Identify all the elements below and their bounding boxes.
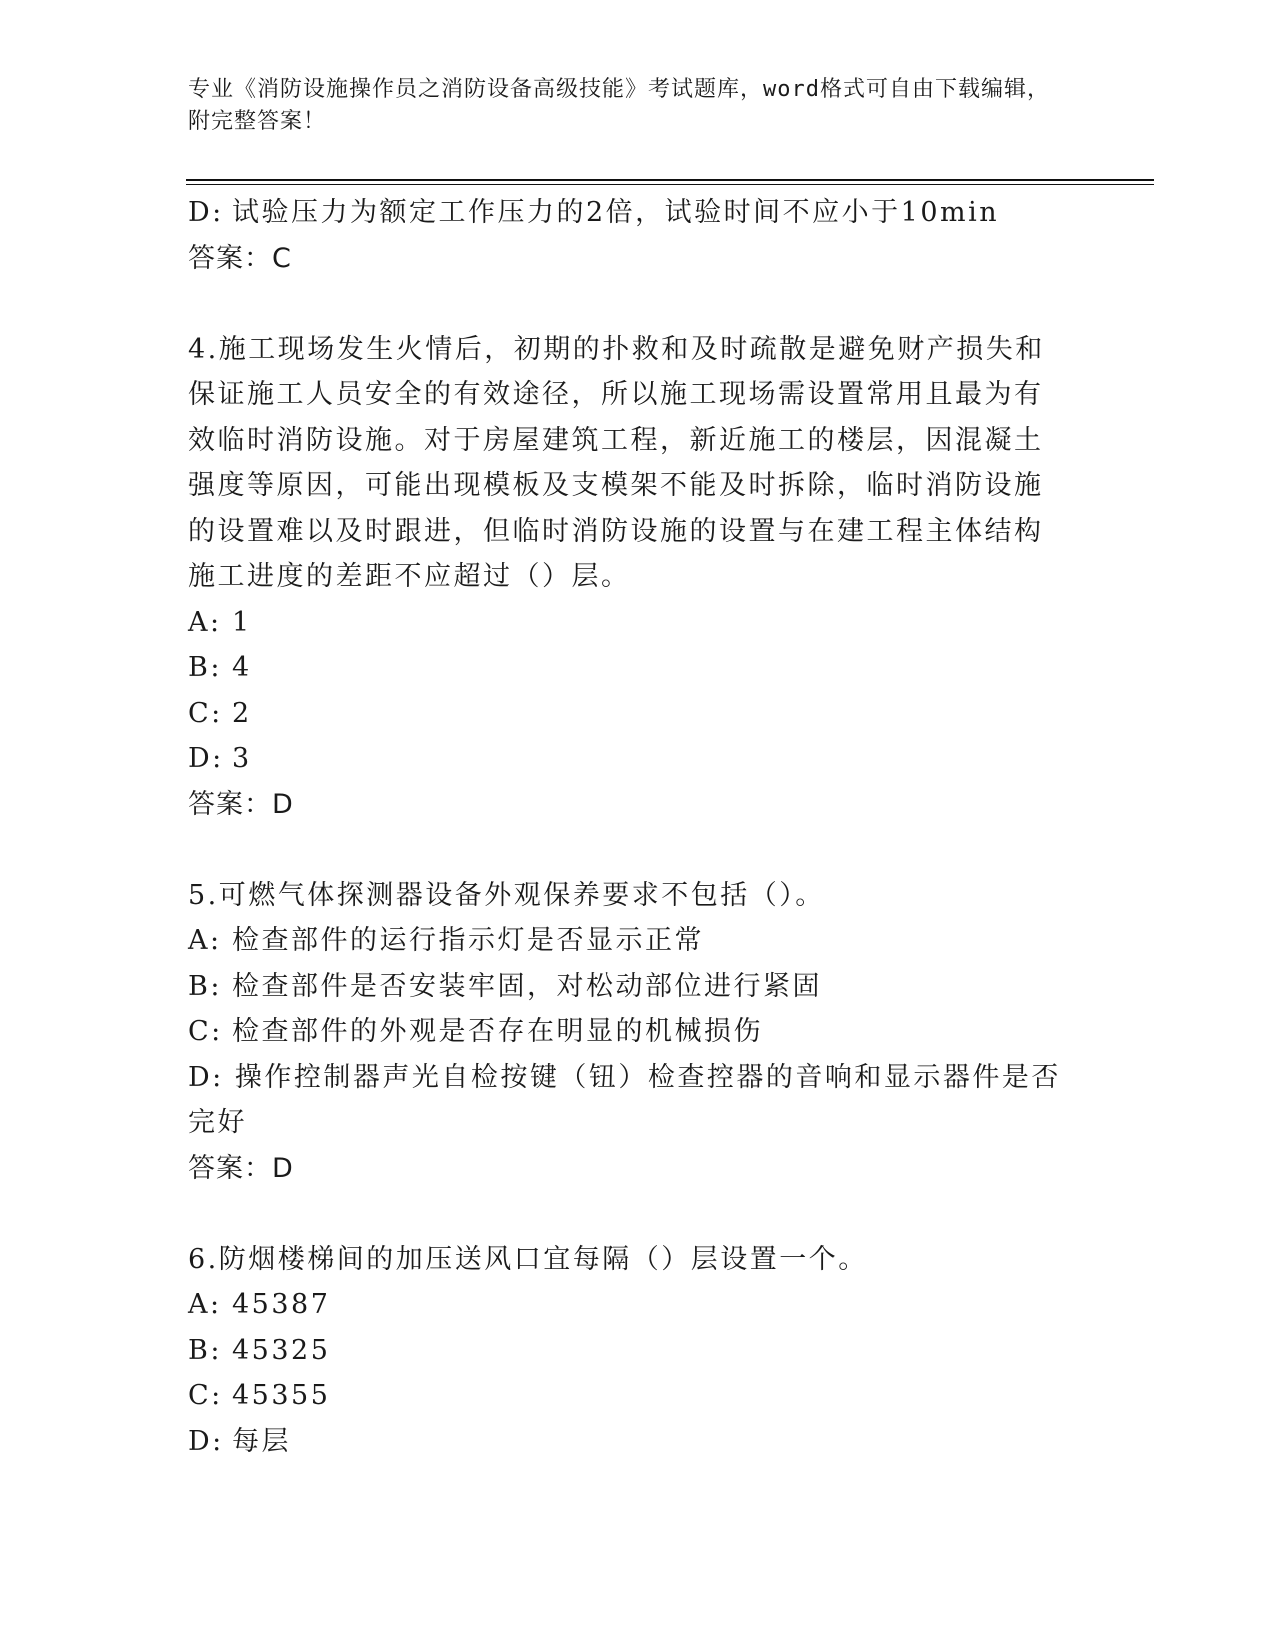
option-label: C: — [188, 697, 223, 729]
question-4-option-b — [188, 645, 1068, 691]
option-label: C: — [188, 1016, 223, 1047]
question-6-option-c — [188, 1373, 1068, 1419]
option-label: A: — [188, 606, 222, 638]
spacer — [188, 1191, 1068, 1237]
question-5-option-b — [188, 964, 1068, 1010]
option-text: 2 — [232, 697, 252, 729]
question-4-answer: 答案：D — [188, 788, 294, 820]
prev-question-answer: 答案：C — [188, 242, 292, 274]
question-4-option-d — [188, 736, 1068, 782]
option-label: B: — [188, 1334, 222, 1366]
option-text: 检查部件的外观是否存在明显的机械损伤 — [232, 1016, 763, 1047]
option-text: 检查部件的运行指示灯是否显示正常 — [232, 925, 704, 956]
question-6-option-a — [188, 1282, 1068, 1328]
option-label: B: — [188, 970, 222, 1002]
option-label: A: — [188, 925, 222, 956]
option-text: 45325 — [232, 1334, 331, 1366]
option-label: D: — [188, 1061, 224, 1093]
header-divider-thick — [186, 179, 1154, 181]
option-label: B: — [188, 652, 222, 683]
question-6-option-d — [188, 1419, 1068, 1465]
option-text: 3 — [232, 743, 252, 774]
option-text: 试验压力为额定工作压力的2倍，试验时间不应小于10min — [232, 197, 1000, 228]
spacer — [188, 827, 1068, 873]
option-text: 1 — [232, 606, 252, 638]
option-text: 45355 — [232, 1380, 331, 1411]
question-6-text: 6.防烟楼梯间的加压送风口宜每隔（）层设置一个。 — [188, 1243, 868, 1275]
spacer — [188, 281, 1068, 327]
option-text: 每层 — [232, 1425, 291, 1457]
option-text: 检查部件是否安装牢固，对松动部位进行紧固 — [232, 970, 822, 1002]
option-label: D: — [188, 1425, 224, 1457]
question-5-option-c — [188, 1009, 1068, 1055]
option-text: 45387 — [232, 1289, 331, 1320]
question-5-option-d — [188, 1055, 1068, 1146]
option-label: D: — [188, 743, 224, 774]
question-4-option-c — [188, 691, 1068, 737]
question-5-text: 5.可燃气体探测器设备外观保养要求不包括（）。 — [188, 879, 825, 911]
question-4-text: 4.施工现场发生火情后，初期的扑救和及时疏散是避免财产损失和保证施工人员安全的有效途径，所以施工现场需设置常用且最为有效临时消防设施。对于房屋建筑工程，新近施工的楼层，因混凝土强度等原因，可能出现模板及支模架不能及时拆除，临时消防设施的设置难以及时跟进，但临时消防设施的设置与在建工程主体结构施工进度的差距不应超过（）层。 — [188, 333, 1045, 592]
question-5-option-a — [188, 918, 1068, 964]
document-header: 专业《消防设施操作员之消防设备高级技能》考试题库，word格式可自由下载编辑，附完整答案！ — [188, 77, 1050, 134]
question-4-option-a — [188, 600, 1068, 646]
option-label: C: — [188, 1380, 223, 1411]
question-5-answer: 答案：D — [188, 1152, 294, 1184]
prev-question-option-d — [188, 190, 1068, 236]
option-label: A: — [188, 1289, 222, 1320]
option-text: 操作控制器声光自检按键（钮）检查控器的音响和显示器件是否完好 — [188, 1061, 1061, 1138]
header-divider-thin — [186, 184, 1154, 185]
option-text: 4 — [232, 652, 252, 683]
question-6-option-b — [188, 1328, 1068, 1374]
option-label: D: — [188, 197, 224, 228]
question-content — [188, 190, 1068, 1464]
